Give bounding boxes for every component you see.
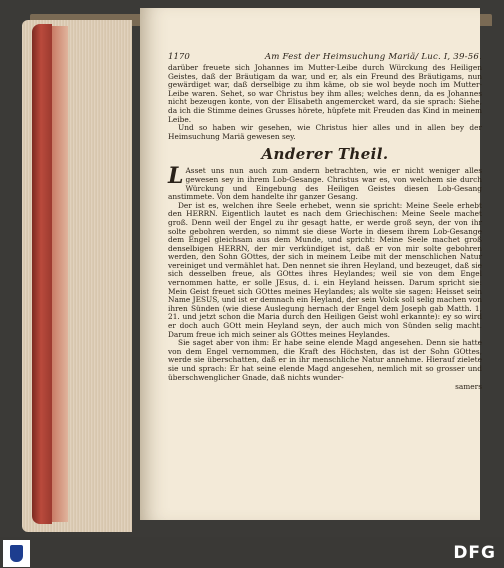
drop-cap: L (168, 163, 184, 190)
paragraph: darüber freuete sich Johannes im Mutter-Leibe durch Würckung des Heiligen Geistes, daß der Bräutigam da war, und er, als ein Freund des Bräutigams, nun gewärdiget war, daß derselbige zu ihm käme, ob sie wol beyde noch im Mutter-Leibe waren. Sehet, so war Christus bey ihm alles; welches denn, da es Johannes nicht bezeugen konte, von der Elisabeth angemercket ward, da sie sprach: Siehe, da ich die Stimme deines Grusses hörete, hüpfete mit Freuden das Kind in meinem Leibe. (168, 63, 482, 124)
page-text (168, 52, 482, 522)
red-page-edge (32, 24, 52, 524)
catchword: samers (455, 382, 482, 392)
paragraph: Und so haben wir gesehen, wie Christus hier alles und in allen bey der Heimsuchung Mariä gewesen sey. (168, 123, 482, 141)
section-heading: Anderer Theil. (261, 145, 389, 164)
dfg-logo[interactable]: DFG (453, 543, 496, 563)
viewer-footer (0, 537, 504, 568)
crest-icon (10, 545, 23, 562)
crest-logo[interactable] (3, 540, 30, 567)
paragraph (168, 163, 482, 202)
running-title: Am Fest der Heimsuchung Mariä/ Luc. I, 39-56. (264, 52, 482, 62)
page-header (168, 52, 482, 62)
page-number: 1170 (168, 52, 190, 62)
paragraph: Der ist es, welchen ihre Seele erhebet, wenn sie spricht: Meine Seele erhebt den HERRN. Eigentlich lautet es nach dem Griechischen: Meine Seele machet groß. Denn weil der Engel zu ihr gesagt hatte, er werde groß seyn, der von ihr solte gebohren werden, so nimmt sie diese Worte in diesem ihrem Lob-Gesange dem Engel gleichsam aus dem Munde, und spricht: Meine Seele machet groß denselbigen HERRN, der mir verkündiget ist, daß er von mir solte gebohren werden, den Sohn GOttes, der sich in meinem Leibe mit der menschlichen Natur vereiniget und vermählet hat. Den nennet sie ihren Heyland, und bezeuget, daß sie sich desselben freue, als GOttes ihres Heylandes; weil sie von dem Engel vernommen hatte, er solle JEsus, d. i. ein Heyland heissen. Darum spricht sie: Mein Geist freuet sich GOttes meines Heylandes; als wolte sie sagen: Heisset sein Name JESUS, und ist er demnach ein Heyland, der sein Volck soll selig machen von ihren Sünden (wie diese Auslegung hernach der Engel dem Joseph gab Matth. 1, 21. und jetzt schon die Maria durch den Heiligen Geist wohl erkannte): ey so wird er doch auch GOtt mein Heyland seyn, der auch mich von Sünden selig macht. Darum freue ich mich seiner als GOttes meines Heylandes. (168, 200, 482, 339)
paragraph: Sie saget aber von ihm: Er habe seine elende Magd angesehen. Denn sie hatte von dem Engel vernommen, die Kraft des Höchsten, das ist der Sohn GOttes, werde sie überschatten, daß er in ihr menschliche Natur annehme. Hierauf zielete sie und sprach: Er hat seine elende Magd angesehen, nemlich mit so grosser und überschwenglicher Gnade, daß nichts wunder- (168, 338, 482, 382)
paragraph-text: Asset uns nun auch zum andern betrachten, wie er nicht weniger alles gewesen sey in ihrem Lob-Gesange. Christus war es, von welchem sie durch Würckung und Eingebung des Heiligen Geistes diesen Lob-Gesang anstimmete. Von dem handelte ihr ganzer Gesang. (168, 166, 482, 202)
page-edge-shade (52, 26, 68, 522)
